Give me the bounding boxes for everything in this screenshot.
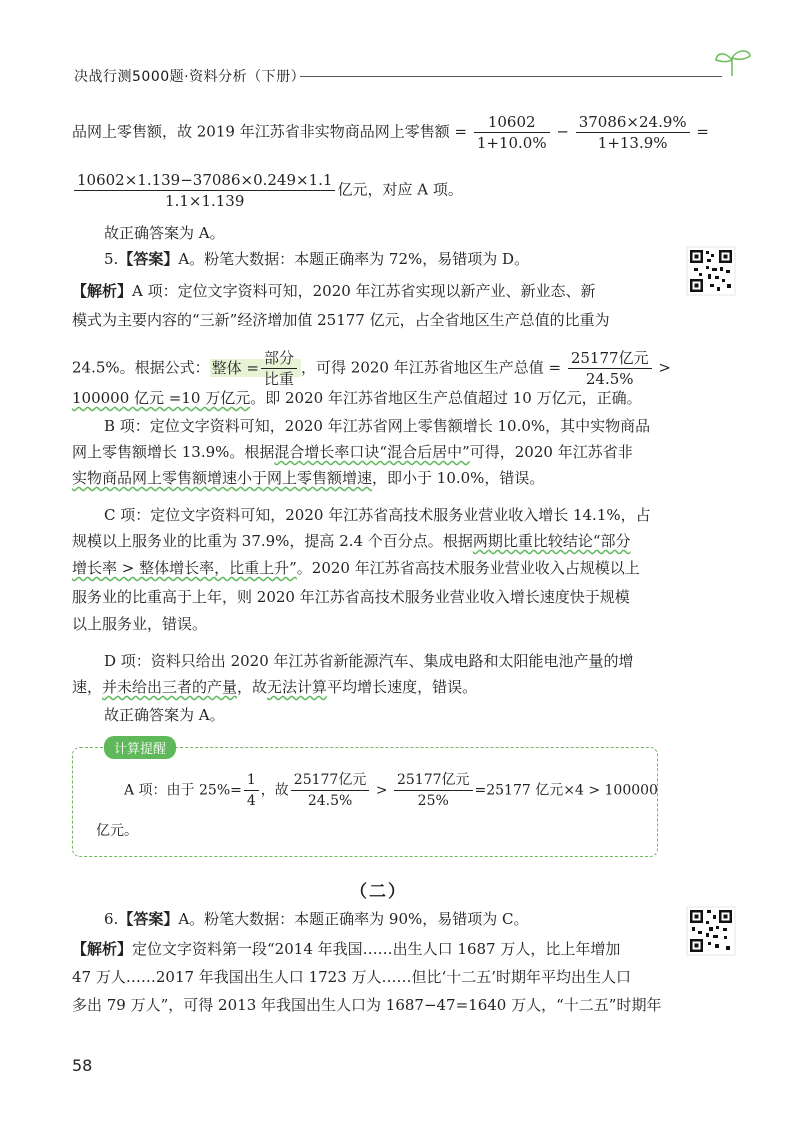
fraction	[568, 348, 652, 389]
qr-code-q5[interactable]	[686, 246, 736, 296]
fraction	[394, 770, 473, 811]
fraction-denominator: 25%	[417, 793, 449, 809]
emphasized-text: 并未给出三者的产量	[102, 678, 238, 696]
greater-than-sign: >	[371, 782, 392, 799]
paragraph-line	[72, 467, 544, 489]
fraction-numerator: 部分	[261, 348, 297, 369]
tip-text: =25177 亿元×4 > 100000	[474, 782, 658, 799]
paragraph-line	[72, 676, 477, 698]
paragraph-line: 以上服务业，错误。	[72, 615, 208, 633]
body-text: ，可得 2020 年江苏省地区生产总值 =	[301, 358, 566, 377]
answer-tag: 【答案】	[118, 250, 179, 268]
body-text: 可得，2020 年江苏省非	[469, 443, 633, 461]
paragraph-line	[72, 557, 640, 579]
fraction-numerator: 37086×24.9%	[576, 112, 690, 133]
paragraph-line: 模式为主要内容的“三新”经济增加值 25177 亿元，占全省地区生产总值的比重为	[72, 311, 610, 329]
calculation-tip-label: 计算提醒	[104, 736, 176, 759]
answer-tag: 【答案】	[118, 910, 179, 928]
header-rule	[300, 76, 722, 77]
fraction-denominator: 比重	[264, 370, 295, 388]
body-text: A 项：定位文字资料可知，2020 年江苏省实现以新产业、新业态、新	[132, 282, 596, 300]
paragraph-line	[72, 530, 631, 552]
fraction-numerator: 10602	[474, 112, 550, 133]
emphasized-text: 两期比重比较结论“部分	[472, 532, 631, 550]
body-text: 速，	[72, 678, 103, 696]
body-text: 。即 2020 年江苏省地区生产总值超过 10 万亿元，正确。	[250, 389, 642, 407]
fraction-numerator: 1	[244, 770, 259, 791]
q5-answer-line	[104, 248, 529, 270]
emphasized-text: 混合增长率口诀“混合后居中”	[274, 443, 470, 461]
emphasized-text: 100000 亿元 =10 万亿元	[72, 389, 251, 407]
q5-number: 5.	[104, 250, 119, 268]
body-text: 亿元，对应 A 项。	[337, 180, 463, 199]
fraction-denominator: 4	[246, 793, 256, 809]
body-text: ，即小于 10.0%，错误。	[372, 469, 545, 487]
body-text: 。2020 年江苏省高技术服务业营业收入占规模以上	[296, 559, 640, 577]
emphasized-text: 实物商品网上零售额增速小于网上零售额增速	[72, 469, 373, 487]
fraction-numerator: 25177亿元	[568, 348, 652, 369]
section-title: （二）	[350, 882, 407, 902]
body-text: 品网上零售额，故 2019 年江苏省非实物商品网上零售额 =	[72, 122, 472, 141]
paragraph-line: D 项：资料只给出 2020 年江苏省新能源汽车、集成电路和太阳能电池产量的增	[104, 652, 634, 670]
q6-number: 6.	[104, 910, 119, 928]
fraction	[74, 170, 335, 211]
running-header-title: 决战行测5000题·资料分析（下册）	[74, 69, 306, 85]
body-text: 网上零售额增长 13.9%。根据	[72, 443, 275, 461]
paragraph-line: 服务业的比重高于上年，则 2020 年江苏省高技术服务业营业收入增长速度快于规模	[72, 588, 630, 606]
paragraph-line	[72, 348, 671, 389]
q6-answer-line	[104, 908, 529, 930]
paragraph-line: 47 万人……2017 年我国出生人口 1723 万人……但比‘十二五’时期年平均出生人口	[72, 968, 632, 986]
sprout-leaf-icon	[712, 48, 754, 78]
fraction	[244, 770, 259, 811]
analysis-tag: 【解析】	[72, 282, 133, 300]
fraction	[261, 348, 297, 389]
fraction-denominator: 1.1×1.139	[165, 192, 245, 210]
answer-text: A。粉笔大数据：本题正确率为 72%，易错项为 D。	[178, 250, 530, 268]
tip-text: A 项：由于 25%=	[124, 782, 242, 799]
body-text: 规模以上服务业的比重为 37.9%，提高 2.4 个百分点。根据	[72, 532, 473, 550]
page-number: 58	[72, 1056, 93, 1075]
qr-code-icon	[686, 906, 736, 956]
analysis-tag: 【解析】	[72, 940, 133, 958]
paragraph-line: 多出 79 万人”，可得 2013 年我国出生人口为 1687−47=1640 万人，“十二五”时期年	[72, 996, 662, 1014]
answer-conclusion: 故正确答案为 A。	[104, 706, 225, 724]
formula-lhs: 整体 =	[211, 358, 259, 377]
answer-conclusion: 故正确答案为 A。	[104, 224, 225, 242]
body-text: ，故	[237, 678, 268, 696]
fraction-numerator: 10602×1.139−37086×0.249×1.1	[74, 170, 335, 191]
q5-analysis-line	[72, 280, 596, 302]
body-text: 平均增长速度，错误。	[327, 678, 478, 696]
qr-code-icon	[686, 246, 736, 296]
paragraph-line	[72, 170, 463, 211]
equals-sign: =	[691, 122, 709, 141]
fraction-denominator: 24.5%	[307, 793, 353, 809]
fraction-denominator: 24.5%	[585, 370, 634, 388]
paragraph-line: B 项：定位文字资料可知，2020 年江苏省网上零售额增长 10.0%，其中实物商品	[104, 417, 651, 435]
tip-text: ，故	[260, 782, 289, 799]
fraction	[291, 770, 370, 811]
body-text: 24.5%。根据公式：	[72, 358, 210, 377]
emphasized-text: 无法计算	[267, 678, 328, 696]
answer-text: A。粉笔大数据：本题正确率为 90%，易错项为 C。	[178, 910, 529, 928]
q6-analysis-line	[72, 938, 620, 960]
paragraph-line: C 项：定位文字资料可知，2020 年江苏省高技术服务业营业收入增长 14.1%，占	[104, 506, 651, 524]
paragraph-line	[72, 441, 633, 463]
fraction	[474, 112, 550, 153]
tip-line: 亿元。	[96, 823, 138, 839]
fraction-denominator: 1+10.0%	[476, 134, 547, 152]
tip-line	[124, 770, 658, 811]
qr-code-q6[interactable]	[686, 906, 736, 956]
paragraph-line	[72, 112, 709, 153]
paragraph-line	[72, 387, 642, 409]
fraction	[576, 112, 690, 153]
fraction-denominator: 1+13.9%	[597, 134, 668, 152]
emphasized-text: 增长率 > 整体增长率，比重上升”	[72, 559, 297, 577]
body-text: 定位文字资料第一段“2014 年我国……出生人口 1687 万人，比上年增加	[132, 940, 621, 958]
greater-than-sign: >	[653, 358, 671, 377]
highlighted-formula	[210, 349, 301, 388]
minus-sign: −	[551, 122, 574, 141]
fraction-numerator: 25177亿元	[394, 770, 473, 791]
fraction-numerator: 25177亿元	[291, 770, 370, 791]
